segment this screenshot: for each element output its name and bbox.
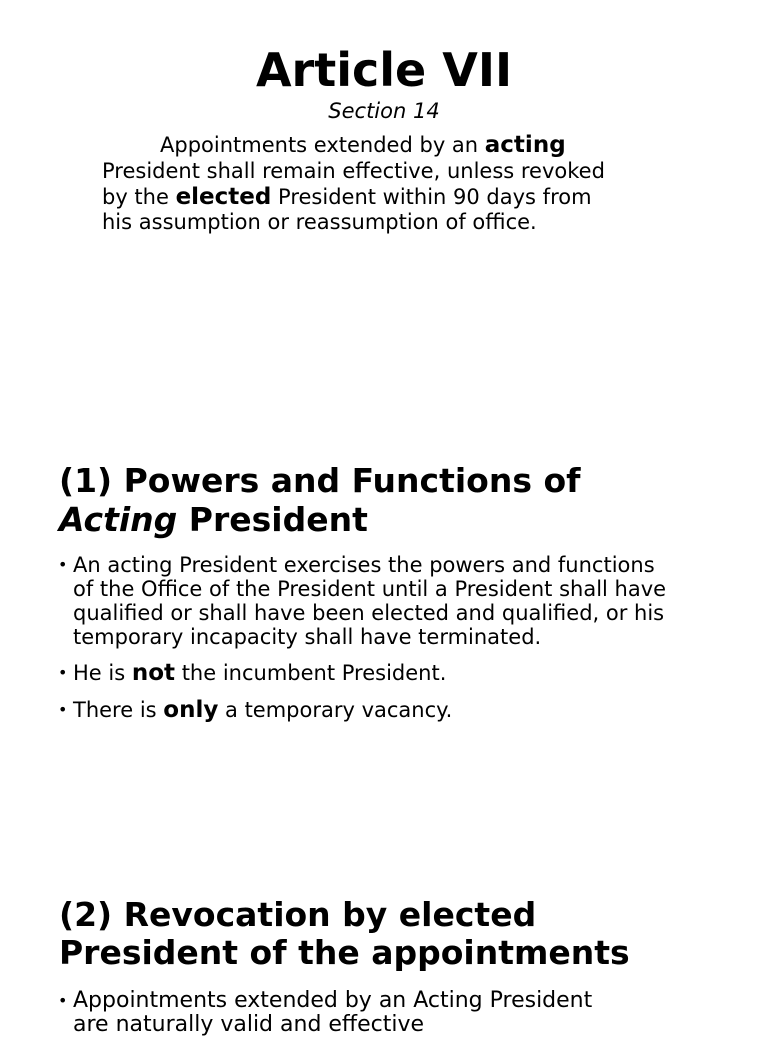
heading-text: President	[177, 500, 368, 539]
intro-line-2: President shall remain effective, unless revoked	[102, 159, 605, 183]
emphasis-not: not	[131, 660, 176, 686]
bullet-2	[73, 661, 446, 685]
emphasis-acting: acting	[484, 132, 566, 158]
emphasis-elected: elected	[175, 184, 272, 210]
heading-italic-acting: Acting	[59, 500, 178, 539]
section-subtitle: Section 14	[328, 99, 440, 123]
bullet-revocation-line-2: are naturally valid and effective	[73, 1012, 425, 1037]
section-heading-powers-line2	[59, 500, 368, 540]
intro-text: President within 90 days from	[271, 185, 592, 209]
bullet-1-line-3: qualified or shall have been elected and qualified, or his	[73, 601, 665, 625]
bullet-text: He is	[73, 661, 132, 685]
bullet-3	[73, 698, 452, 722]
bullet-text: a temporary vacancy.	[218, 698, 453, 722]
emphasis-only: only	[163, 697, 219, 723]
bullet-dot: •	[58, 700, 68, 719]
intro-text: by the	[102, 185, 176, 209]
bullet-1-line-2: of the Office of the President until a President shall have	[73, 577, 667, 601]
bullet-1-line-4: temporary incapacity shall have terminated.	[73, 625, 542, 649]
page-title: Article VII	[255, 43, 513, 97]
bullet-text: There is	[73, 698, 164, 722]
bullet-text: the incumbent President.	[175, 661, 447, 685]
bullet-1-line-1: An acting President exercises the powers and functions	[73, 553, 655, 577]
bullet-dot: •	[58, 663, 68, 682]
bullet-revocation-line-1: Appointments extended by an Acting President	[73, 988, 593, 1013]
intro-line-1	[160, 132, 566, 158]
bullet-dot: •	[58, 991, 68, 1010]
intro-line-3	[102, 184, 592, 210]
bullet-dot: •	[58, 555, 68, 574]
intro-text: Appointments extended by an	[160, 133, 485, 157]
section-heading-powers: (1) Powers and Functions of	[59, 461, 581, 500]
section-heading-revocation-line2: President of the appointments	[59, 933, 630, 972]
section-heading-revocation: (2) Revocation by elected	[59, 895, 537, 934]
intro-line-4: his assumption or reassumption of office.	[102, 210, 537, 234]
